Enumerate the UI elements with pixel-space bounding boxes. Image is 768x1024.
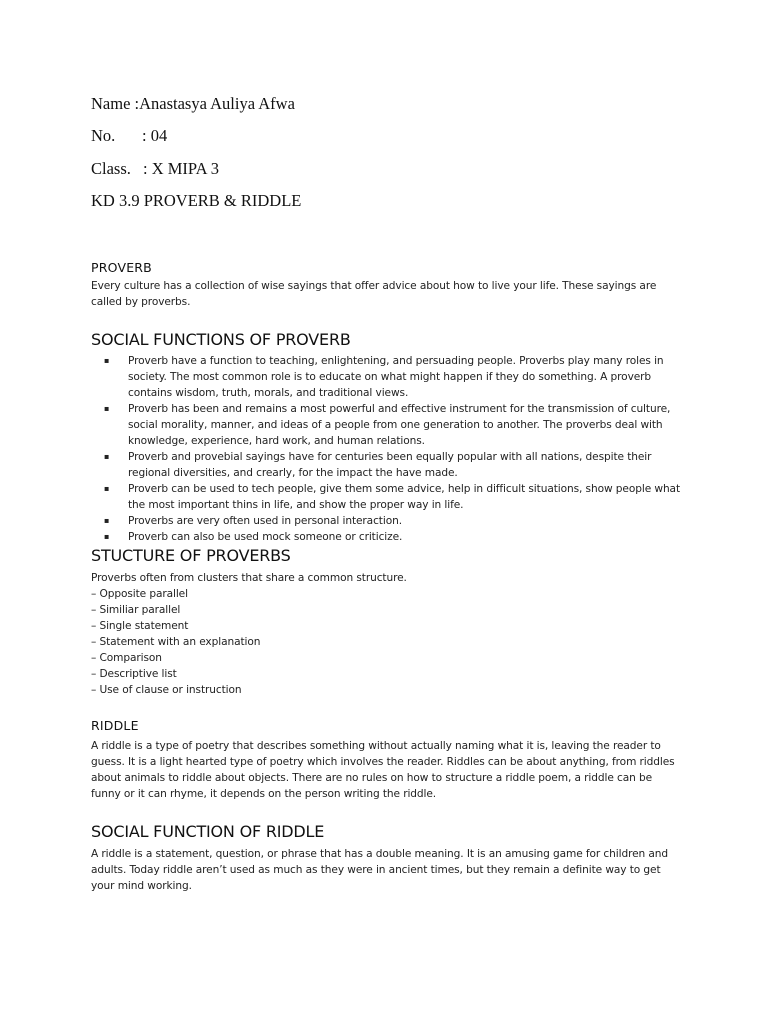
social-functions-list [91, 353, 691, 545]
bullet-icon: ▪ [104, 356, 110, 365]
list-item [91, 513, 683, 529]
social-function-riddle-paragraph: A riddle is a statement, question, or phrase that has a double meaning. It is an amusing game for children and adults. Today riddle aren’t used as much as they were in ancient times, but they remain a definite way to get your mind working. [91, 848, 669, 892]
list-item [91, 401, 683, 449]
list-item [91, 449, 683, 481]
bullet-icon: ▪ [104, 516, 110, 525]
number-value: : 04 [142, 126, 168, 145]
list-item: – Statement with an explanation [91, 636, 261, 648]
bullet-icon: ▪ [104, 404, 110, 413]
list-item-text: Proverb have a function to teaching, enlightening, and persuading people. Proverbs play many roles in society. The most common role is to educate on what might happen if they do something. A proverb contains wisdom, truth, morals, and traditional views. [128, 355, 664, 399]
list-item: – Descriptive list [91, 668, 177, 680]
list-item [91, 481, 683, 513]
list-item: – Opposite parallel [91, 588, 188, 600]
list-item-text: Proverb has been and remains a most powerful and effective instrument for the transmission of culture, social morality, manner, and ideas of a people from one generation to another. The proverbs deal with knowledge, experience, hard work, and human relations. [128, 403, 671, 447]
structure-heading: STUCTURE OF PROVERBS [91, 546, 291, 565]
riddle-heading: RIDDLE [91, 718, 139, 733]
name-line [91, 94, 295, 114]
list-item-text: Proverbs are very often used in personal interaction. [128, 515, 402, 527]
social-function-riddle-heading: SOCIAL FUNCTION OF RIDDLE [91, 822, 325, 841]
bullet-icon: ▪ [104, 484, 110, 493]
list-item: – Single statement [91, 620, 189, 632]
list-item [91, 353, 683, 401]
structure-intro: Proverbs often from clusters that share a common structure. [91, 572, 407, 584]
number-label: No. [91, 126, 116, 145]
bullet-icon: ▪ [104, 532, 110, 541]
list-item-text: Proverb can also be used mock someone or criticize. [128, 531, 403, 543]
name-value: Anastasya Auliya Afwa [139, 94, 295, 113]
social-functions-proverb-heading: SOCIAL FUNCTIONS OF PROVERB [91, 330, 351, 349]
list-item [91, 529, 683, 545]
class-label: Class. [91, 159, 131, 178]
kd-title: KD 3.9 PROVERB & RIDDLE [91, 191, 302, 210]
list-item: – Comparison [91, 652, 162, 664]
name-label: Name : [91, 94, 140, 113]
list-item: – Use of clause or instruction [91, 684, 242, 696]
bullet-icon: ▪ [104, 452, 110, 461]
number-line [91, 126, 167, 146]
proverb-heading: PROVERB [91, 260, 152, 275]
class-line [91, 159, 219, 179]
list-item-text: Proverb can be used to tech people, give them some advice, help in difficult situations, show people what the most important thins in life, and show the proper way in life. [128, 483, 681, 511]
proverb-paragraph: Every culture has a collection of wise sayings that offer advice about how to live your life. These sayings are called by proverbs. [91, 280, 657, 308]
list-item: – Similiar parallel [91, 604, 181, 616]
list-item-text: Proverb and provebial sayings have for centuries been equally popular with all nations, despite their regional diversities, and crearly, for the impact the have made. [128, 451, 652, 479]
class-value: : X MIPA 3 [143, 159, 219, 178]
structure-list [91, 586, 260, 698]
riddle-paragraph: A riddle is a type of poetry that describes something without actually naming what it is, leaving the reader to guess. It is a light hearted type of poetry which involves the reader. Riddles can be about anything, from riddles about animals to riddle about objects. There are no rules on how to structure a riddle poem, a riddle can be funny or it can rhyme, it depends on the person writing the riddle. [91, 740, 675, 800]
